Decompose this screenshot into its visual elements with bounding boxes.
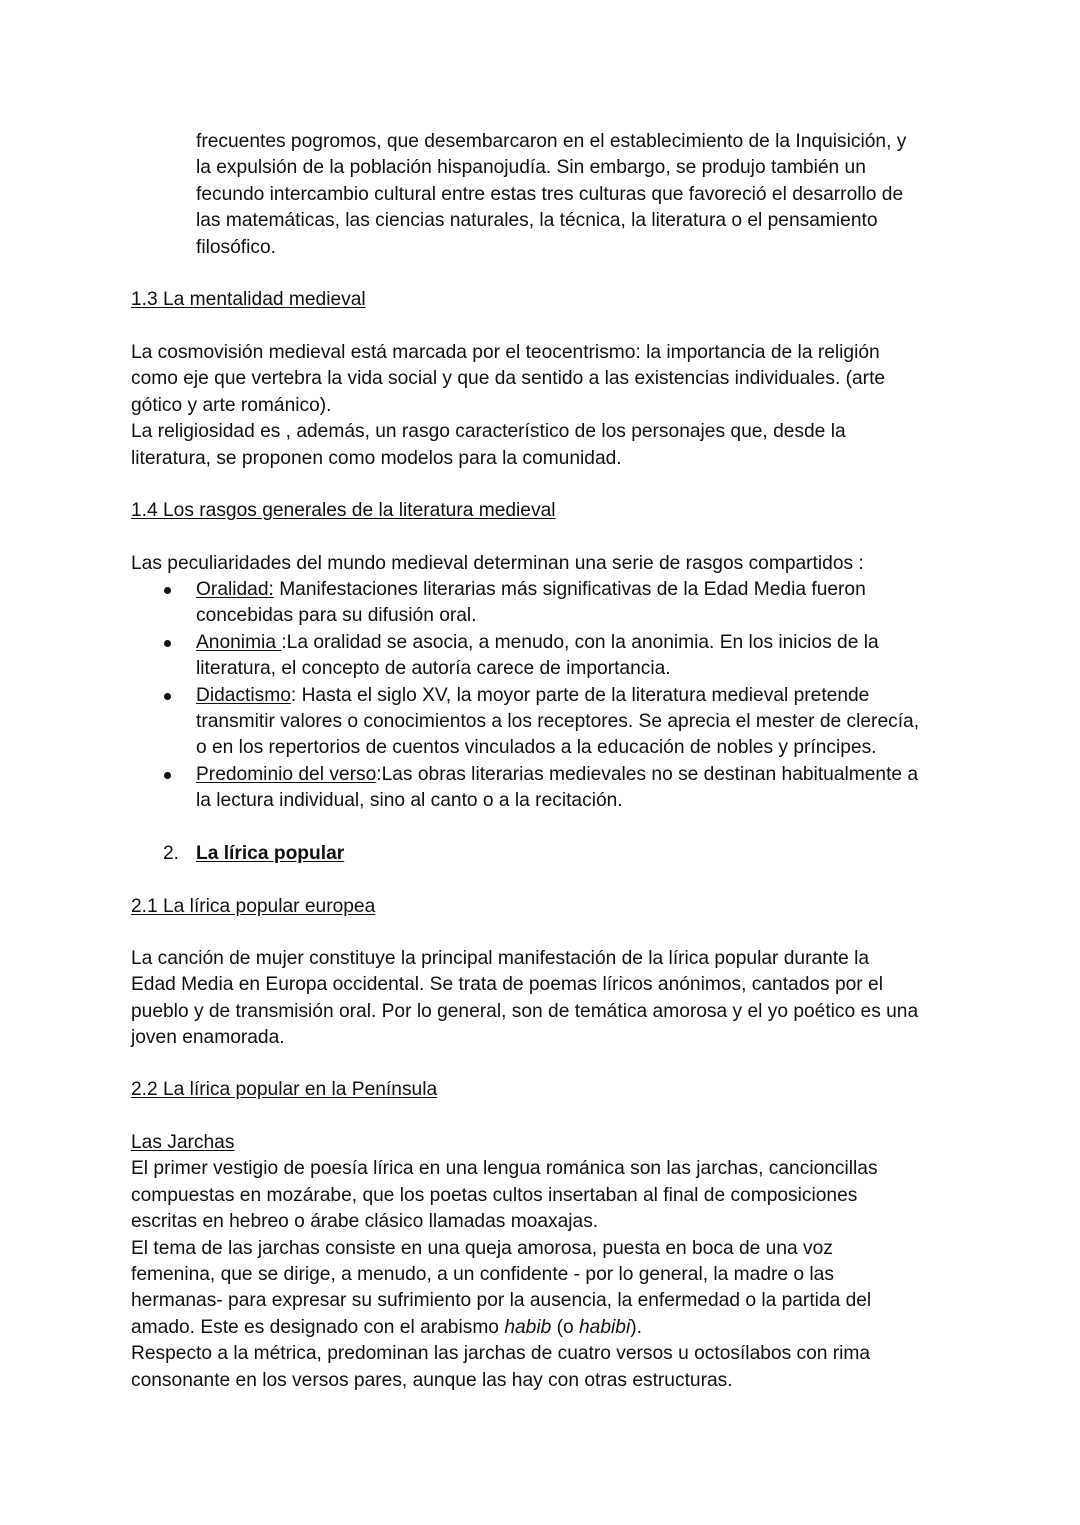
- section-2-1-paragraph: [131, 946, 961, 1052]
- list-item: [131, 577, 961, 630]
- text-line: gótico y arte románico).: [131, 394, 332, 416]
- text-line: hermanas- para expresar su sufrimiento por la ausencia, la enfermedad o la partida del: [131, 1290, 872, 1312]
- heading-text: 1.4 Los rasgos generales de la literatura medieval: [131, 500, 556, 521]
- text-line: La canción de mujer constituye la principal manifestación de la lírica popular durante la: [131, 948, 870, 969]
- text-line: femenina, que se dirige, a menudo, a un confidente - por lo general, la madre o las: [131, 1264, 834, 1286]
- text-line: fecundo intercambio cultural entre estas tres culturas que favoreció el desarrollo de: [196, 183, 904, 205]
- section-heading-2-2: [131, 1077, 961, 1103]
- list-item-text: transmitir valores o conocimientos a los receptores. Se aprecia el mester de clerecía,: [196, 711, 920, 733]
- bullet-icon: [164, 587, 171, 594]
- text-fragment: amado. Este es designado con el arabismo: [131, 1316, 505, 1338]
- section-heading-2-1: [131, 894, 961, 920]
- text-line: consonante en los versos pares, aunque las hay con otras estructuras.: [131, 1369, 733, 1391]
- text-line: [131, 1315, 961, 1341]
- list-item-term: Anonimia: [196, 631, 282, 653]
- text-line: El tema de las jarchas consiste en una queja amorosa, puesta en boca de una voz: [131, 1237, 833, 1259]
- heading-text: 2.1 La lírica popular europea: [131, 896, 376, 917]
- text-fragment: ).: [630, 1316, 642, 1338]
- text-line: Respecto a la métrica, predominan las jarchas de cuatro versos u octosílabos con rima: [131, 1343, 871, 1365]
- section-1-4-intro: [131, 551, 961, 577]
- text-line: joven enamorada.: [131, 1027, 285, 1049]
- list-item-text: la lectura individual, sino al canto o a la recitación.: [196, 790, 623, 812]
- chapter-heading-2: [163, 841, 344, 867]
- text-line: la expulsión de la población hispanojudía. Sin embargo, se produjo también un: [196, 157, 866, 179]
- text-line: frecuentes pogromos, que desembarcaron en el establecimiento de la Inquisición, y: [196, 131, 907, 152]
- text-line: como eje que vertebra la vida social y que da sentido a las existencias individuales. (arte: [131, 368, 886, 390]
- text-line: literatura, se proponen como modelos para la comunidad.: [131, 447, 622, 469]
- text-line: filosófico.: [196, 236, 276, 258]
- text-line: escritas en hebreo o árabe clásico llamadas moaxajas.: [131, 1211, 599, 1233]
- bullet-icon: [164, 640, 171, 647]
- heading-text: 2.2 La lírica popular en la Península: [131, 1079, 438, 1100]
- list-item-term: Oralidad:: [196, 579, 274, 600]
- text-line: Edad Media en Europa occidental. Se trata de poemas líricos anónimos, cantados por el: [131, 974, 883, 996]
- intro-paragraph: [196, 129, 961, 261]
- section-heading-1-3: [131, 287, 961, 313]
- list-item-term: Didactismo: [196, 684, 291, 706]
- bullet-icon: [164, 693, 171, 700]
- heading-text: 1.3 La mentalidad medieval: [131, 289, 366, 310]
- text-line: Las peculiaridades del mundo medieval determinan una serie de rasgos compartidos :: [131, 553, 864, 574]
- list-item-text: concebidas para su difusión oral.: [196, 605, 477, 627]
- text-line: La cosmovisión medieval está marcada por el teocentrismo: la importancia de la religión: [131, 342, 880, 363]
- text-fragment: (o: [551, 1316, 580, 1338]
- chapter-number: 2.: [163, 843, 180, 864]
- chapter-title: La lírica popular: [196, 843, 345, 864]
- text-line: pueblo y de transmisión oral. Por lo general, son de temática amorosa y el yo poético es una: [131, 1000, 919, 1022]
- list-item: [131, 762, 961, 815]
- list-item-text: :Las obras literarias medievales no se destinan habitualmente a: [376, 763, 919, 785]
- list-item: [131, 630, 961, 683]
- bullet-icon: [164, 772, 171, 779]
- section-heading-1-4: [131, 498, 961, 524]
- list-item-text: : Hasta el siglo XV, la moyor parte de la literatura medieval pretende: [290, 684, 870, 706]
- text-line: las matemáticas, las ciencias naturales, la técnica, la literatura o el pensamiento: [196, 210, 878, 232]
- list-item-text: :La oralidad se asocia, a menudo, con la anonimia. En los inicios de la: [281, 631, 879, 653]
- list-item-text: o en los repertorios de cuentos vinculados a la educación de nobles y príncipes.: [196, 737, 877, 759]
- list-item-term: Predominio del verso: [196, 763, 377, 785]
- traits-list: [131, 577, 961, 815]
- text-line: compuestas en mozárabe, que los poetas cultos insertaban al final de composiciones: [131, 1184, 858, 1206]
- text-line: La religiosidad es , además, un rasgo característico de los personajes que, desde la: [131, 421, 846, 443]
- section-1-3-paragraph: [131, 340, 961, 472]
- list-item-text: literatura, el concepto de autoría carece de importancia.: [196, 658, 671, 680]
- list-item-text: Manifestaciones literarias más significativas de la Edad Media fueron: [273, 579, 866, 600]
- list-item: [131, 683, 961, 762]
- section-2-2-body: [131, 1130, 961, 1394]
- italic-term: habibi: [579, 1316, 631, 1338]
- text-line: El primer vestigio de poesía lírica en una lengua románica son las jarchas, cancioncillas: [131, 1158, 878, 1180]
- italic-term: habib: [504, 1316, 552, 1338]
- subheading-jarchas: Las Jarchas: [131, 1132, 235, 1153]
